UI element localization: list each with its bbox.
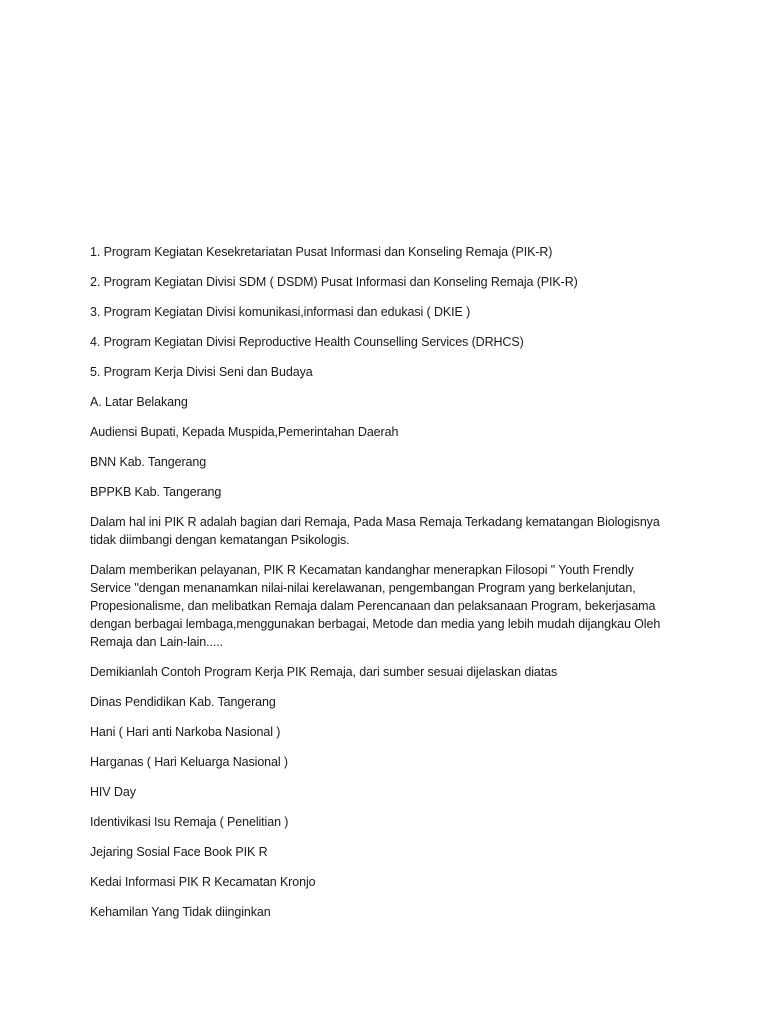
paragraph [90,363,690,381]
paragraph-line: tidak diimbangi dengan kematangan Psikologis. [90,533,350,547]
paragraph [90,873,690,891]
paragraph [90,273,690,291]
paragraph-line: Kehamilan Yang Tidak diinginkan [90,905,271,919]
paragraph-line: 3. Program Kegiatan Divisi komunikasi,informasi dan edukasi ( DKIE ) [90,305,471,319]
paragraph [90,243,690,261]
paragraph-line: 5. Program Kerja Divisi Seni dan Budaya [90,365,313,379]
paragraph [90,783,690,801]
paragraph-line: Remaja dan Lain-lain..... [90,635,223,649]
paragraph-line: 4. Program Kegiatan Divisi Reproductive Health Counselling Services (DRHCS) [90,335,524,349]
paragraph [90,723,690,741]
paragraph [90,693,690,711]
paragraph-line: BNN Kab. Tangerang [90,455,207,469]
paragraph [90,393,690,411]
paragraph-line: Dinas Pendidikan Kab. Tangerang [90,695,276,709]
paragraph-line: dengan berbagai lembaga,menggunakan berbagai, Metode dan media yang lebih mudah dijangkau Oleh [90,617,661,631]
paragraph [90,333,690,351]
paragraph-line: Kedai Informasi PIK R Kecamatan Kronjo [90,875,316,889]
paragraph-line: Propesionalisme, dan melibatkan Remaja dalam Perencanaan dan pelaksanaan Program, bekerjasama [90,599,656,613]
paragraph [90,903,690,921]
paragraph [90,843,690,861]
paragraph-line: 1. Program Kegiatan Kesekretariatan Pusat Informasi dan Konseling Remaja (PIK-R) [90,245,553,259]
paragraph-line: Identivikasi Isu Remaja ( Penelitian ) [90,815,289,829]
paragraph [90,423,690,441]
paragraph [90,813,690,831]
paragraph [90,303,690,321]
paragraph-line: Harganas ( Hari Keluarga Nasional ) [90,755,288,769]
paragraph [90,483,690,501]
paragraph-line: Dalam memberikan pelayanan, PIK R Kecamatan kandanghar menerapkan Filosopi " Youth Frendly [90,563,634,577]
paragraph-line: Dalam hal ini PIK R adalah bagian dari Remaja, Pada Masa Remaja Terkadang kematangan Biologisnya [90,515,660,529]
document-body [90,243,690,933]
paragraph-line: HIV Day [90,785,136,799]
paragraph-line: Demikianlah Contoh Program Kerja PIK Remaja, dari sumber sesuai dijelaskan diatas [90,665,558,679]
paragraph [90,453,690,471]
paragraph-line: Service "dengan menanamkan nilai-nilai kerelawanan, pengembangan Program yang berkelanjutan, [90,581,636,595]
paragraph-line: A. Latar Belakang [90,395,188,409]
paragraph [90,513,690,549]
paragraph-line: Jejaring Sosial Face Book PIK R [90,845,268,859]
paragraph-line: Hani ( Hari anti Narkoba Nasional ) [90,725,281,739]
paragraph-line: 2. Program Kegiatan Divisi SDM ( DSDM) Pusat Informasi dan Konseling Remaja (PIK-R) [90,275,578,289]
paragraph-line: Audiensi Bupati, Kepada Muspida,Pemerintahan Daerah [90,425,399,439]
paragraph-line: BPPKB Kab. Tangerang [90,485,222,499]
paragraph [90,561,690,651]
paragraph [90,663,690,681]
paragraph [90,753,690,771]
